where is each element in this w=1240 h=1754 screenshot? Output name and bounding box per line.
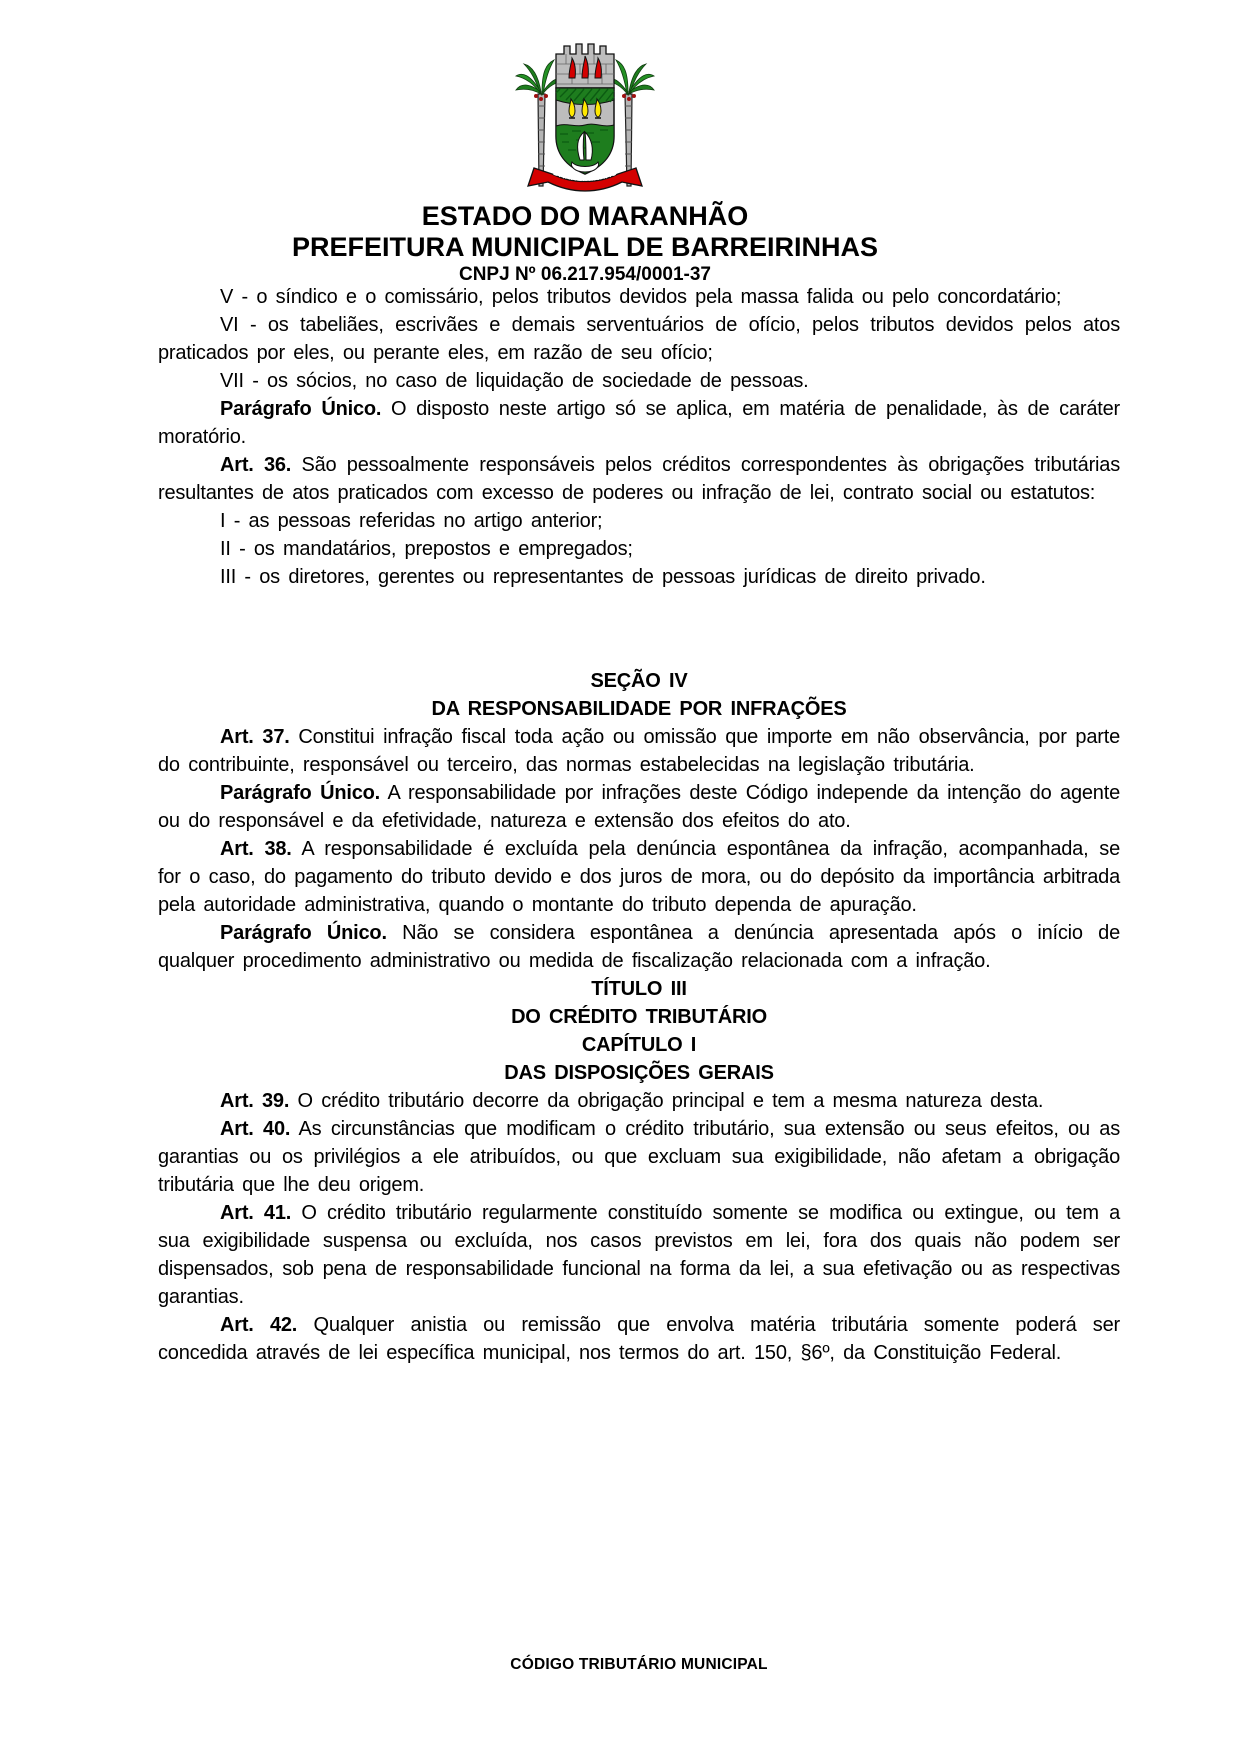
paragraph: Art. 36. São pessoalmente responsáveis pelos créditos correspondentes às obrigações tributárias resultantes de atos praticados com excesso de poderes ou infração de lei, contrato social ou estatutos: (158, 454, 1120, 504)
section-spacer (158, 591, 1120, 667)
paragraph-lead: Art. 42. (220, 1314, 298, 1336)
castle-crown-icon (556, 44, 614, 88)
paragraph: Art. 39. O crédito tributário decorre da obrigação principal e tem a mesma natureza desta. (220, 1090, 1044, 1112)
paragraph: Parágrafo Único. A responsabilidade por infrações deste Código independe da intenção do agente ou do responsável e da efetividade, natureza e extensão dos efeitos do ato. (158, 782, 1120, 832)
paragraph-lead: Art. 38. (220, 838, 292, 860)
paragraph-lead: Art. 41. (220, 1202, 292, 1224)
paragraph-lead: Art. 40. (220, 1118, 291, 1140)
paragraph-lead: Art. 36. (220, 454, 292, 476)
section-heading: DA RESPONSABILIDADE POR INFRAÇÕES (431, 698, 847, 720)
page-footer: CÓDIGO TRIBUTÁRIO MUNICIPAL (510, 1656, 768, 1673)
paragraph: III - os diretores, gerentes ou representantes de pessoas jurídicas de direito privado. (220, 566, 986, 588)
paragraph: Art. 40. As circunstâncias que modificam o crédito tributário, sua extensão ou seus efeitos, ou as garantias ou os privilégios a ele atribuídos, ou que excluam sua exigibilidade, não afetam a obrigação tributária que lhe deu origem. (158, 1118, 1121, 1196)
paragraph: VII - os sócios, no caso de liquidação de sociedade de pessoas. (220, 370, 809, 392)
paragraph: I - as pessoas referidas no artigo anterior; (220, 510, 603, 532)
paragraph: II - os mandatários, prepostos e empregados; (220, 538, 633, 560)
paragraph-lead: Art. 39. (220, 1090, 290, 1112)
paragraph: Parágrafo Único. O disposto neste artigo só se aplica, em matéria de penalidade, às de caráter moratório. (158, 398, 1120, 448)
paragraph-lead: Parágrafo Único. (220, 398, 382, 420)
section-heading: CAPÍTULO I (581, 1034, 697, 1056)
section-heading: SEÇÃO IV (590, 670, 688, 692)
letterhead (0, 36, 1170, 287)
paragraph-lead: Parágrafo Único. (220, 782, 381, 804)
municipal-coat-of-arms (514, 36, 656, 196)
paragraph: Art. 38. A responsabilidade é excluída pela denúncia espontânea da infração, acompanhada, se for o caso, do pagamento do tributo devido e dos juros de mora, ou do depósito da importância arbitrada pela autoridade administrativa, quando o montante do tributo dependa de apuração. (158, 838, 1121, 916)
municipality-title: PREFEITURA MUNICIPAL DE BARREIRINHAS (291, 232, 879, 262)
paragraph: Art. 41. O crédito tributário regularmente constituído somente se modifica ou extingue, ou tem a sua exigibilidade suspensa ou excluída, nos casos previstos em lei, fora dos quais não podem ser dispensados, sob pena de responsabilidade funcional na forma da lei, a sua efetivação ou as respectivas garantias. (158, 1202, 1121, 1308)
paragraph: VI - os tabeliães, escrivães e demais serventuários de ofício, pelos tributos devidos pelos atos praticados por eles, ou perante eles, em razão de seu ofício; (158, 314, 1120, 364)
banner-text: BARREIRINHAS (552, 167, 618, 184)
paragraph: V - o síndico e o comissário, pelos tributos devidos pela massa falida ou pelo concordatário; (220, 286, 1062, 308)
paragraph: Art. 37. Constitui infração fiscal toda ação ou omissão que importe em não observância, por parte do contribuinte, responsável ou terceiro, das normas estabelecidas na legislação tributária. (158, 726, 1121, 776)
section-heading: TÍTULO III (591, 978, 687, 1000)
section-heading: DO CRÉDITO TRIBUTÁRIO (511, 1006, 767, 1028)
paragraph-lead: Parágrafo Único. (220, 922, 387, 944)
section-heading: DAS DISPOSIÇÕES GERAIS (504, 1062, 774, 1084)
cnpj-line: CNPJ Nº 06.217.954/0001-37 (458, 264, 711, 285)
state-title: ESTADO DO MARANHÃO (421, 201, 749, 231)
paragraph: Parágrafo Único. Não se considera espontânea a denúncia apresentada após o início de qualquer procedimento administrativo ou medida de fiscalização relacionada com a infração. (158, 922, 1120, 972)
document-body (158, 283, 1120, 1367)
paragraph-lead: Art. 37. (220, 726, 290, 748)
shield-icon (556, 88, 614, 174)
paragraph: Art. 42. Qualquer anistia ou remissão que envolva matéria tributária somente poderá ser concedida através de lei específica municipal, nos termos do art. 150, §6º, da Constituição Federal. (158, 1314, 1120, 1364)
